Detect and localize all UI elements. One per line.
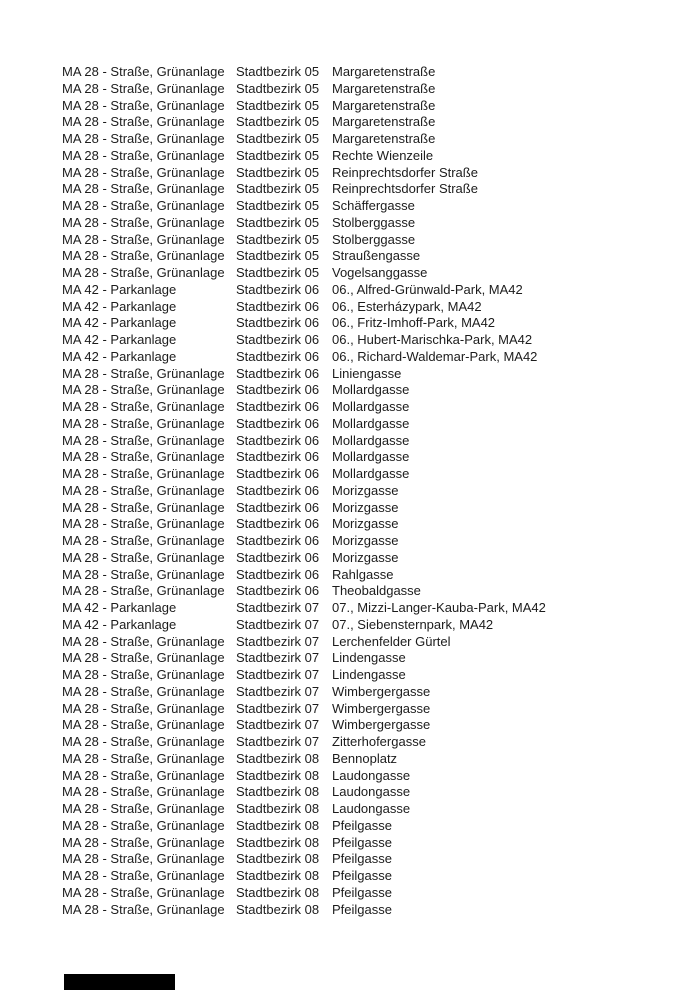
table-row [62, 299, 546, 316]
location-cell: Margaretenstraße [332, 114, 436, 130]
location-cell: Stolberggasse [332, 214, 416, 230]
department-cell: MA 28 - Straße, Grünanlage [62, 97, 225, 113]
department-cell: MA 42 - Parkanlage [62, 315, 177, 331]
district-cell: Stadtbezirk 08 [236, 784, 320, 800]
department-cell: MA 28 - Straße, Grünanlage [62, 851, 225, 867]
rows-container [62, 64, 546, 918]
table-row [62, 416, 546, 433]
district-cell: Stadtbezirk 06 [236, 482, 320, 498]
location-cell: Lerchenfelder Gürtel [332, 633, 451, 649]
district-cell: Stadtbezirk 06 [236, 332, 320, 347]
district-cell: Stadtbezirk 06 [236, 399, 320, 414]
location-cell: 06., Esterházypark, MA42 [332, 298, 482, 314]
location-cell: Laudongasse [332, 801, 411, 816]
district-cell: Stadtbezirk 08 [236, 884, 320, 900]
table-row [62, 215, 546, 232]
table-row [62, 81, 546, 98]
location-cell: Pfeilgasse [332, 901, 392, 917]
district-cell: Stadtbezirk 07 [236, 616, 320, 632]
location-cell: Morizgasse [332, 516, 399, 532]
table-row [62, 265, 546, 282]
table-row [62, 567, 546, 584]
location-cell: Pfeilgasse [332, 834, 392, 850]
district-cell: Stadtbezirk 05 [236, 147, 320, 163]
table-row [62, 667, 546, 684]
district-cell: Stadtbezirk 06 [236, 583, 320, 599]
district-cell: Stadtbezirk 08 [236, 750, 320, 766]
department-cell: MA 28 - Straße, Grünanlage [62, 734, 225, 749]
location-cell: Stolberggasse [332, 231, 416, 247]
department-cell: MA 42 - Parkanlage [62, 298, 177, 314]
department-cell: MA 28 - Straße, Grünanlage [62, 516, 225, 532]
location-cell: Pfeilgasse [332, 817, 392, 833]
district-cell: Stadtbezirk 05 [236, 198, 320, 213]
district-cell: Stadtbezirk 05 [236, 114, 320, 130]
department-cell: MA 28 - Straße, Grünanlage [62, 499, 225, 515]
table-row [62, 835, 546, 852]
table-row [62, 784, 546, 801]
location-cell: 06., Fritz-Imhoff-Park, MA42 [332, 315, 496, 331]
location-cell: Laudongasse [332, 784, 411, 800]
department-cell: MA 28 - Straße, Grünanlage [62, 482, 225, 498]
district-cell: Stadtbezirk 07 [236, 650, 320, 666]
table-row [62, 717, 546, 734]
district-cell: Stadtbezirk 06 [236, 365, 320, 381]
table-row [62, 801, 546, 818]
location-cell: Liniengasse [332, 365, 402, 381]
district-cell: Stadtbezirk 06 [236, 298, 320, 314]
department-cell: MA 28 - Straße, Grünanlage [62, 566, 225, 582]
district-cell: Stadtbezirk 08 [236, 817, 320, 833]
district-cell: Stadtbezirk 08 [236, 834, 320, 850]
district-cell: Stadtbezirk 07 [236, 717, 320, 733]
location-cell: Schäffergasse [332, 198, 415, 213]
table-row [62, 349, 546, 366]
location-cell: Reinprechtsdorfer Straße [332, 164, 478, 180]
department-cell: MA 42 - Parkanlage [62, 616, 177, 632]
location-cell: Morizgasse [332, 533, 399, 548]
table-row [62, 550, 546, 567]
table-row [62, 114, 546, 131]
location-cell: Mollardgasse [332, 449, 410, 465]
table-row [62, 701, 546, 718]
location-cell: Mollardgasse [332, 382, 410, 398]
table-row [62, 315, 546, 332]
table-row [62, 483, 546, 500]
department-cell: MA 28 - Straße, Grünanlage [62, 114, 225, 130]
district-cell: Stadtbezirk 06 [236, 415, 320, 431]
table-row [62, 650, 546, 667]
department-cell: MA 28 - Straße, Grünanlage [62, 700, 225, 716]
table-row [62, 466, 546, 483]
district-cell: Stadtbezirk 07 [236, 667, 320, 682]
department-cell: MA 28 - Straße, Grünanlage [62, 214, 225, 230]
location-cell: 07., Siebensternpark, MA42 [332, 616, 494, 632]
department-cell: MA 28 - Straße, Grünanlage [62, 449, 225, 465]
district-cell: Stadtbezirk 07 [236, 734, 320, 749]
district-cell: Stadtbezirk 05 [236, 265, 320, 280]
department-cell: MA 28 - Straße, Grünanlage [62, 231, 225, 247]
department-cell: MA 28 - Straße, Grünanlage [62, 767, 225, 783]
table-row [62, 248, 546, 265]
location-cell: Lindengasse [332, 650, 406, 666]
location-cell: Mollardgasse [332, 432, 410, 448]
table-row [62, 818, 546, 835]
table-row [62, 433, 546, 450]
location-cell: Mollardgasse [332, 415, 410, 431]
department-cell: MA 28 - Straße, Grünanlage [62, 801, 225, 816]
table-row [62, 583, 546, 600]
location-cell: Rahlgasse [332, 566, 394, 582]
department-cell: MA 28 - Straße, Grünanlage [62, 549, 225, 565]
department-cell: MA 42 - Parkanlage [62, 348, 177, 364]
table-row [62, 198, 546, 215]
department-cell: MA 28 - Straße, Grünanlage [62, 131, 225, 146]
table-row [62, 885, 546, 902]
table-row [62, 868, 546, 885]
location-cell: Vogelsanggasse [332, 265, 428, 280]
district-cell: Stadtbezirk 06 [236, 499, 320, 515]
department-cell: MA 28 - Straße, Grünanlage [62, 817, 225, 833]
district-cell: Stadtbezirk 06 [236, 533, 320, 548]
location-cell: Wimbergergasse [332, 683, 431, 699]
department-cell: MA 28 - Straße, Grünanlage [62, 683, 225, 699]
table-row [62, 449, 546, 466]
district-cell: Stadtbezirk 05 [236, 248, 320, 264]
district-cell: Stadtbezirk 05 [236, 164, 320, 180]
department-cell: MA 28 - Straße, Grünanlage [62, 717, 225, 733]
district-cell: Stadtbezirk 06 [236, 382, 320, 398]
district-cell: Stadtbezirk 08 [236, 901, 320, 917]
department-cell: MA 28 - Straße, Grünanlage [62, 64, 225, 79]
table-row [62, 500, 546, 517]
department-cell: MA 28 - Straße, Grünanlage [62, 147, 225, 163]
department-cell: MA 28 - Straße, Grünanlage [62, 181, 225, 197]
department-cell: MA 28 - Straße, Grünanlage [62, 834, 225, 850]
location-cell: Morizgasse [332, 549, 399, 565]
table-row [62, 902, 546, 919]
department-cell: MA 28 - Straße, Grünanlage [62, 583, 225, 599]
location-cell: 06., Hubert-Marischka-Park, MA42 [332, 332, 533, 347]
department-cell: MA 28 - Straße, Grünanlage [62, 265, 225, 280]
department-cell: MA 28 - Straße, Grünanlage [62, 198, 225, 213]
district-cell: Stadtbezirk 05 [236, 131, 320, 146]
table-row [62, 232, 546, 249]
table-row [62, 382, 546, 399]
department-cell: MA 28 - Straße, Grünanlage [62, 399, 225, 414]
district-cell: Stadtbezirk 06 [236, 466, 320, 481]
location-cell: 07., Mizzi-Langer-Kauba-Park, MA42 [332, 600, 546, 615]
department-cell: MA 28 - Straße, Grünanlage [62, 382, 225, 398]
location-cell: Theobaldgasse [332, 583, 421, 599]
location-cell: Mollardgasse [332, 399, 410, 414]
location-cell: Zitterhofergasse [332, 734, 426, 749]
department-cell: MA 42 - Parkanlage [62, 332, 177, 347]
district-cell: Stadtbezirk 06 [236, 449, 320, 465]
location-cell: Laudongasse [332, 767, 411, 783]
district-cell: Stadtbezirk 06 [236, 432, 320, 448]
table-row [62, 851, 546, 868]
table-row [62, 768, 546, 785]
location-cell: Bennoplatz [332, 750, 398, 766]
table-row [62, 181, 546, 198]
department-cell: MA 28 - Straße, Grünanlage [62, 750, 225, 766]
table-row [62, 516, 546, 533]
table-row [62, 165, 546, 182]
district-cell: Stadtbezirk 05 [236, 80, 320, 96]
table-row [62, 634, 546, 651]
location-cell: Pfeilgasse [332, 884, 392, 900]
department-cell: MA 28 - Straße, Grünanlage [62, 667, 225, 682]
location-cell: Morizgasse [332, 499, 399, 515]
department-cell: MA 28 - Straße, Grünanlage [62, 533, 225, 548]
table-row [62, 533, 546, 550]
district-cell: Stadtbezirk 05 [236, 181, 320, 197]
district-cell: Stadtbezirk 05 [236, 231, 320, 247]
department-cell: MA 28 - Straße, Grünanlage [62, 884, 225, 900]
department-cell: MA 28 - Straße, Grünanlage [62, 650, 225, 666]
district-cell: Stadtbezirk 08 [236, 767, 320, 783]
location-cell: Lindengasse [332, 667, 406, 682]
location-cell: Morizgasse [332, 482, 399, 498]
location-cell: Margaretenstraße [332, 97, 436, 113]
district-cell: Stadtbezirk 07 [236, 683, 320, 699]
street-list-table [62, 64, 546, 918]
department-cell: MA 28 - Straße, Grünanlage [62, 901, 225, 917]
district-cell: Stadtbezirk 07 [236, 600, 320, 615]
district-cell: Stadtbezirk 08 [236, 868, 320, 883]
department-cell: MA 28 - Straße, Grünanlage [62, 868, 225, 883]
district-cell: Stadtbezirk 05 [236, 64, 320, 79]
table-row [62, 684, 546, 701]
table-row [62, 332, 546, 349]
location-cell: Reinprechtsdorfer Straße [332, 181, 478, 197]
department-cell: MA 28 - Straße, Grünanlage [62, 432, 225, 448]
table-row [62, 600, 546, 617]
district-cell: Stadtbezirk 06 [236, 315, 320, 331]
location-cell: Margaretenstraße [332, 131, 436, 146]
table-row [62, 734, 546, 751]
location-cell: Margaretenstraße [332, 64, 436, 79]
location-cell: Margaretenstraße [332, 80, 436, 96]
table-row [62, 148, 546, 165]
department-cell: MA 42 - Parkanlage [62, 281, 177, 297]
district-cell: Stadtbezirk 08 [236, 851, 320, 867]
district-cell: Stadtbezirk 07 [236, 700, 320, 716]
department-cell: MA 28 - Straße, Grünanlage [62, 365, 225, 381]
district-cell: Stadtbezirk 06 [236, 566, 320, 582]
district-cell: Stadtbezirk 07 [236, 633, 320, 649]
department-cell: MA 28 - Straße, Grünanlage [62, 415, 225, 431]
location-cell: Wimbergergasse [332, 717, 431, 733]
table-row [62, 617, 546, 634]
department-cell: MA 28 - Straße, Grünanlage [62, 466, 225, 481]
location-cell: Straußengasse [332, 248, 421, 264]
department-cell: MA 28 - Straße, Grünanlage [62, 784, 225, 800]
table-row [62, 131, 546, 148]
district-cell: Stadtbezirk 06 [236, 281, 320, 297]
district-cell: Stadtbezirk 05 [236, 214, 320, 230]
table-row [62, 399, 546, 416]
location-cell: Pfeilgasse [332, 868, 392, 883]
district-cell: Stadtbezirk 06 [236, 549, 320, 565]
table-row [62, 64, 546, 81]
department-cell: MA 28 - Straße, Grünanlage [62, 633, 225, 649]
department-cell: MA 28 - Straße, Grünanlage [62, 248, 225, 264]
location-cell: Rechte Wienzeile [332, 147, 434, 163]
district-cell: Stadtbezirk 08 [236, 801, 320, 816]
district-cell: Stadtbezirk 05 [236, 97, 320, 113]
location-cell: Wimbergergasse [332, 700, 431, 716]
department-cell: MA 28 - Straße, Grünanlage [62, 164, 225, 180]
table-row [62, 366, 546, 383]
district-cell: Stadtbezirk 06 [236, 516, 320, 532]
location-cell: Mollardgasse [332, 466, 410, 481]
department-cell: MA 42 - Parkanlage [62, 600, 177, 615]
table-row [62, 282, 546, 299]
location-cell: 06., Richard-Waldemar-Park, MA42 [332, 348, 538, 364]
table-row [62, 751, 546, 768]
district-cell: Stadtbezirk 06 [236, 348, 320, 364]
black-bar [64, 974, 175, 990]
department-cell: MA 28 - Straße, Grünanlage [62, 80, 225, 96]
location-cell: 06., Alfred-Grünwald-Park, MA42 [332, 281, 523, 297]
table-row [62, 98, 546, 115]
location-cell: Pfeilgasse [332, 851, 392, 867]
